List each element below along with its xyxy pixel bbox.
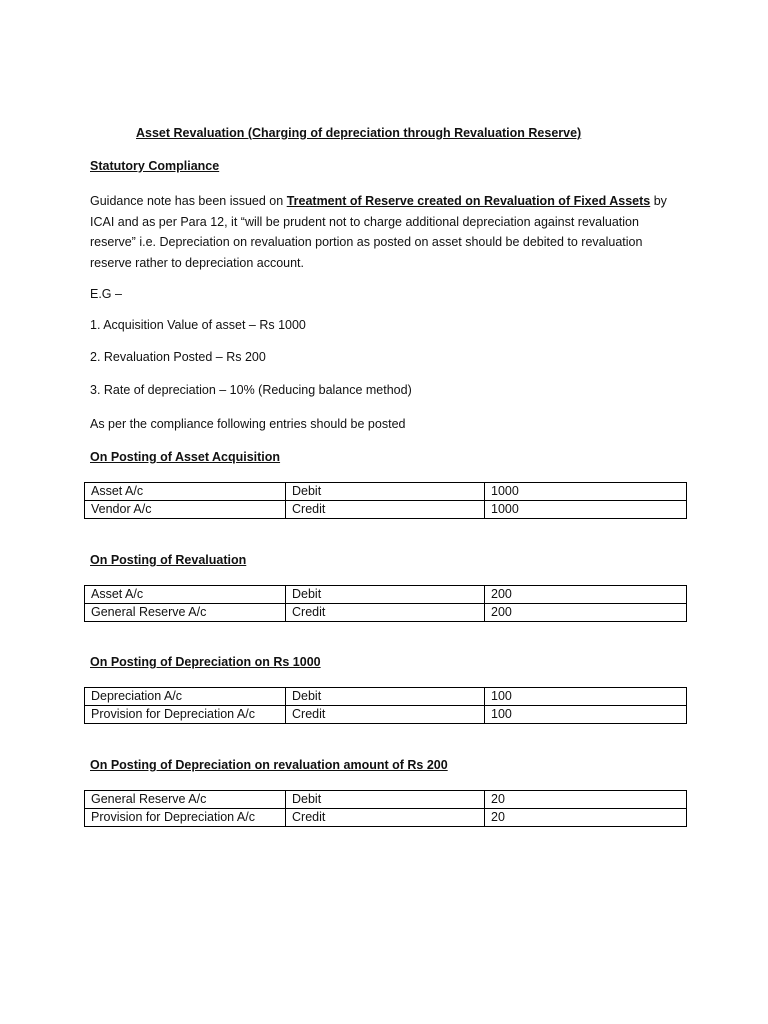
example-item-1: 1. Acquisition Value of asset – Rs 1000 (90, 318, 306, 332)
guidance-prefix: Guidance note has been issued on (90, 194, 287, 208)
compliance-text: As per the compliance following entries should be posted (90, 417, 406, 431)
guidance-note-title: Treatment of Reserve created on Revaluation of Fixed Assets (286, 194, 651, 208)
guidance-line-4: reserve rather to depreciation account. (90, 255, 305, 270)
entry-type-cell: Credit (286, 501, 485, 519)
amount-cell: 200 (485, 604, 687, 622)
document-title: Asset Revaluation (Charging of depreciation through Revaluation Reserve) (136, 126, 582, 140)
table-row (85, 586, 687, 604)
account-cell: Provision for Depreciation A/c (85, 706, 286, 724)
table-row (85, 791, 687, 809)
table-row (85, 688, 687, 706)
amount-cell: 200 (485, 586, 687, 604)
account-cell: Provision for Depreciation A/c (85, 809, 286, 827)
entry-type-cell: Debit (286, 586, 485, 604)
example-label: E.G – (90, 287, 122, 301)
journal-table-depreciation (84, 687, 687, 724)
table-row (85, 809, 687, 827)
entry-type-cell: Credit (286, 706, 485, 724)
table-row (85, 483, 687, 501)
journal-table-asset-acquisition (84, 482, 687, 519)
table-row (85, 706, 687, 724)
guidance-line-1 (90, 191, 680, 212)
section-heading-revaluation-depreciation: On Posting of Depreciation on revaluation amount of Rs 200 (90, 758, 448, 772)
guidance-line-3: reserve” i.e. Depreciation on revaluation portion as posted on asset should be debited to revaluation (90, 235, 643, 249)
entry-type-cell: Debit (286, 483, 485, 501)
section-heading-revaluation: On Posting of Revaluation (90, 553, 247, 567)
guidance-suffix: by (650, 194, 667, 208)
entry-type-cell: Debit (286, 791, 485, 809)
section-heading-asset-acquisition: On Posting of Asset Acquisition (90, 450, 281, 464)
example-item-2: 2. Revaluation Posted – Rs 200 (90, 350, 266, 364)
journal-table-revaluation (84, 585, 687, 622)
amount-cell: 1000 (485, 483, 687, 501)
section-heading-depreciation: On Posting of Depreciation on Rs 1000 (90, 655, 321, 669)
table-row (85, 604, 687, 622)
entry-type-cell: Credit (286, 604, 485, 622)
amount-cell: 100 (485, 688, 687, 706)
statutory-compliance-heading: Statutory Compliance (90, 159, 220, 173)
account-cell: General Reserve A/c (85, 791, 286, 809)
guidance-paragraph (90, 191, 680, 273)
journal-table-revaluation-depreciation (84, 790, 687, 827)
example-item-3: 3. Rate of depreciation – 10% (Reducing balance method) (90, 383, 412, 397)
account-cell: Depreciation A/c (85, 688, 286, 706)
amount-cell: 100 (485, 706, 687, 724)
account-cell: Asset A/c (85, 586, 286, 604)
account-cell: Vendor A/c (85, 501, 286, 519)
amount-cell: 1000 (485, 501, 687, 519)
guidance-line-2: ICAI and as per Para 12, it “will be prudent not to charge additional depreciation against revaluation (90, 214, 639, 229)
amount-cell: 20 (485, 791, 687, 809)
account-cell: Asset A/c (85, 483, 286, 501)
table-row (85, 501, 687, 519)
entry-type-cell: Credit (286, 809, 485, 827)
amount-cell: 20 (485, 809, 687, 827)
account-cell: General Reserve A/c (85, 604, 286, 622)
entry-type-cell: Debit (286, 688, 485, 706)
